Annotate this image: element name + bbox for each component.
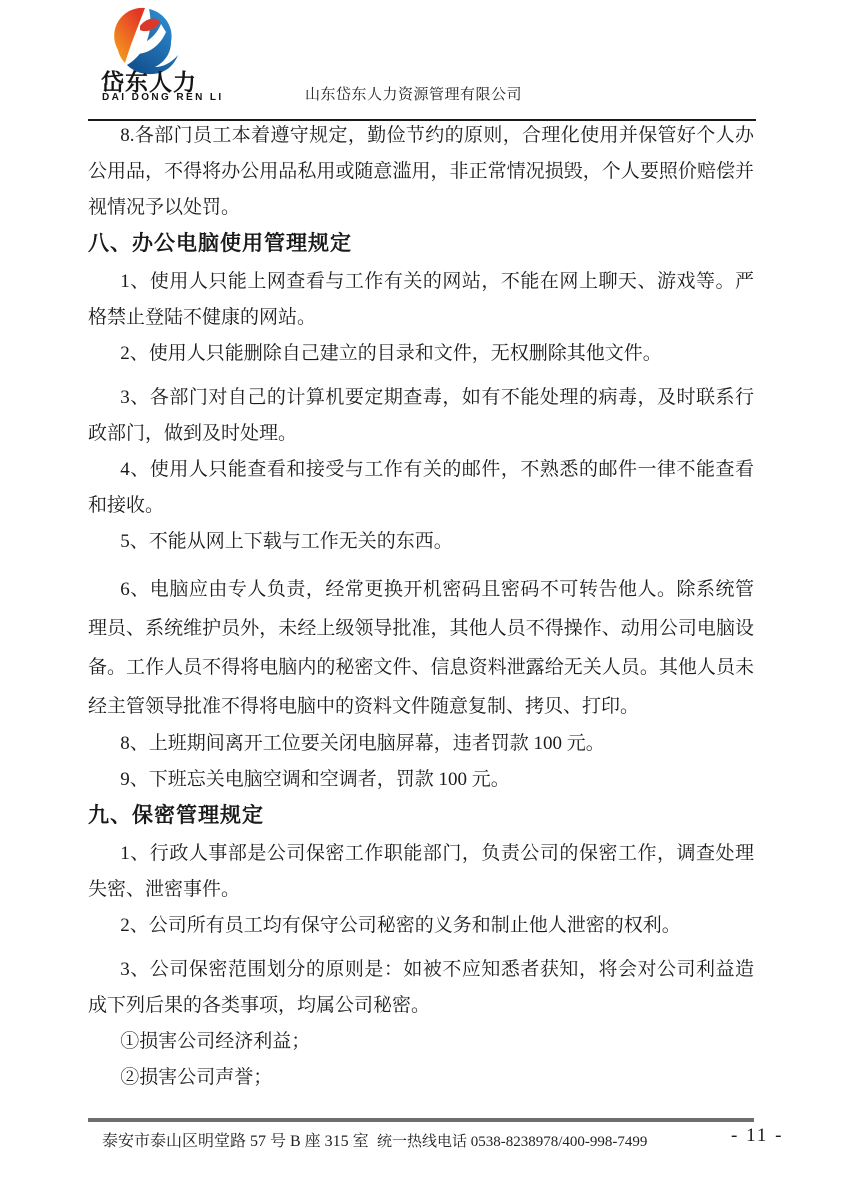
logo-name-cn: 岱东人力 (101, 69, 197, 95)
body-paragraph: 9、下班忘关电脑空调和空调者，罚款 100 元。 (120, 769, 510, 790)
body-paragraph: 3、公司保密范围划分的原则是：如被不应知悉者获知，将会对公司利益造成下列后果的各类事项，均属公司秘密。 (88, 959, 754, 1016)
body-paragraph: 4、使用人只能查看和接受与工作有关的邮件，不熟悉的邮件一律不能查看和接收。 (88, 459, 754, 516)
intro-paragraph: 8.各部门员工本着遵守规定，勤俭节约的原则，合理化使用并保管好个人办公用品，不得将办公用品私用或随意滥用，非正常情况损毁，个人要照价赔偿并视情况予以处罚。 (88, 125, 754, 218)
body-paragraph: 2、公司所有员工均有保守公司秘密的义务和制止他人泄密的权利。 (120, 915, 681, 936)
body-paragraph: 6、电脑应由专人负责，经常更换开机密码且密码不可转告他人。除系统管理员、系统维护员外，未经上级领导批准，其他人员不得操作、动用公司电脑设备。工作人员不得将电脑内的秘密文件、信息资料泄露给无关人员。其他人员未经主管领导批准不得将电脑中的资料文件随意复制、拷贝、打印。 (88, 579, 754, 717)
body-paragraph: 1、使用人只能上网查看与工作有关的网站，不能在网上聊天、游戏等。严格禁止登陆不健康的网站。 (88, 271, 754, 328)
body-paragraph: 1、行政人事部是公司保密工作职能部门，负责公司的保密工作，调查处理失密、泄密事件。 (88, 843, 754, 900)
list-item-circled-2: ②损害公司声誉； (120, 1067, 273, 1088)
footer-hotline: 统一热线电话 0538-8238978/400-998-7499 (377, 1134, 648, 1150)
body-paragraph: 8、上班期间离开工位要关闭电脑屏幕，违者罚款 100 元。 (120, 733, 605, 754)
body-paragraph: 5、不能从网上下载与工作无关的东西。 (120, 531, 453, 552)
document-body (88, 118, 754, 1096)
body-paragraph: 2、使用人只能删除自己建立的目录和文件，无权删除其他文件。 (120, 343, 662, 364)
section-heading-9: 九、保密管理规定 (88, 803, 264, 827)
company-name: 山东岱东人力资源管理有限公司 (305, 87, 523, 103)
footer-address: 泰安市泰山区明堂路 57 号 B 座 315 室 (102, 1133, 369, 1150)
section-heading-8: 八、办公电脑使用管理规定 (88, 231, 352, 255)
footer-divider (88, 1118, 754, 1122)
list-item-circled-1: ①损害公司经济利益； (120, 1031, 311, 1052)
page-number: - 11 - (731, 1125, 784, 1146)
logo-name-en: DAI DONG REN LI (102, 92, 224, 103)
body-paragraph: 3、各部门对自己的计算机要定期查毒，如有不能处理的病毒，及时联系行政部门，做到及时处理。 (88, 387, 754, 444)
